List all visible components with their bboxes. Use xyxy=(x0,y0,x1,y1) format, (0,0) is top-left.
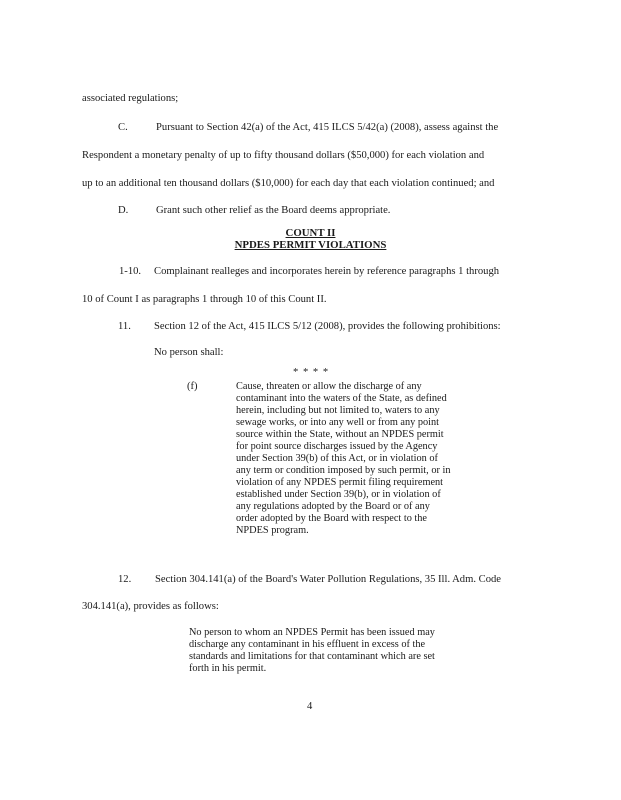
para-11-number: 11. xyxy=(118,321,131,332)
page-number: 4 xyxy=(307,701,313,712)
clause-f-line: contaminant into the waters of the State, as defined xyxy=(236,393,447,404)
item-c-line-2: Respondent a monetary penalty of up to fifty thousand dollars ($50,000) for each violation and xyxy=(82,150,485,161)
para-1-10-number: 1-10. xyxy=(119,266,142,277)
count-subtitle: NPDES PERMIT VIOLATIONS xyxy=(234,239,387,251)
clause-f-line: Cause, threaten or allow the discharge of any xyxy=(236,381,422,392)
para-12-number: 12. xyxy=(118,574,132,585)
clause-f-line: order adopted by the Board with respect to the xyxy=(236,513,428,524)
item-c-line-1: Pursuant to Section 42(a) of the Act, 415 ILCS 5/42(a) (2008), assess against the xyxy=(156,122,499,133)
item-c-line-3: up to an additional ten thousand dollars ($10,000) for each day that each violation continued; and xyxy=(82,178,495,189)
clause-f-line: established under Section 39(b), or in violation of xyxy=(236,489,441,500)
quote-line: discharge any contaminant in his effluent in excess of the xyxy=(189,639,426,650)
quote-line: No person to whom an NPDES Permit has been issued may xyxy=(189,627,435,638)
clause-f-line: sewage works, or into any well or from any point xyxy=(236,417,440,428)
clause-f-line: any regulations adopted by the Board or of any xyxy=(236,501,430,512)
clause-f-line: under Section 39(b) of this Act, or in violation of xyxy=(236,453,438,464)
item-d-letter: D. xyxy=(118,205,129,216)
para-12-line-2: 304.141(a), provides as follows: xyxy=(82,601,219,612)
clause-f-line: herein, including but not limited to, waters to any xyxy=(236,405,440,416)
count-title: COUNT II xyxy=(285,227,336,239)
clause-f-line: any term or condition imposed by such permit, or in xyxy=(236,465,451,476)
clause-f-line: source within the State, without an NPDES permit xyxy=(236,429,444,440)
no-person-shall: No person shall: xyxy=(154,347,224,358)
clause-f-line: for point source discharges issued by the Agency xyxy=(236,441,438,452)
para-1-10-line-2: 10 of Count I as paragraphs 1 through 10 of this Count II. xyxy=(82,294,327,305)
quote-line: forth in his permit. xyxy=(189,663,267,674)
para-12-line-1: Section 304.141(a) of the Board's Water Pollution Regulations, 35 Ill. Adm. Code xyxy=(155,574,501,585)
quote-line: standards and limitations for that contaminant which are set xyxy=(189,651,435,662)
clause-f-label: (f) xyxy=(187,381,198,392)
prior-paragraph-tail: associated regulations; xyxy=(82,93,179,104)
clause-f-line: NPDES program. xyxy=(236,525,309,536)
para-11-text: Section 12 of the Act, 415 ILCS 5/12 (2008), provides the following prohibitions: xyxy=(154,321,501,332)
para-1-10-line-1: Complainant realleges and incorporates herein by reference paragraphs 1 through xyxy=(154,266,500,277)
regulation-quote xyxy=(189,627,435,675)
clause-f-text xyxy=(236,381,450,537)
item-c-letter: C. xyxy=(118,122,128,133)
item-d-text: Grant such other relief as the Board deems appropriate. xyxy=(156,205,391,216)
omission-stars: * * * * xyxy=(293,367,330,378)
clause-f-line: violation of any NPDES permit filing requirement xyxy=(236,477,444,488)
